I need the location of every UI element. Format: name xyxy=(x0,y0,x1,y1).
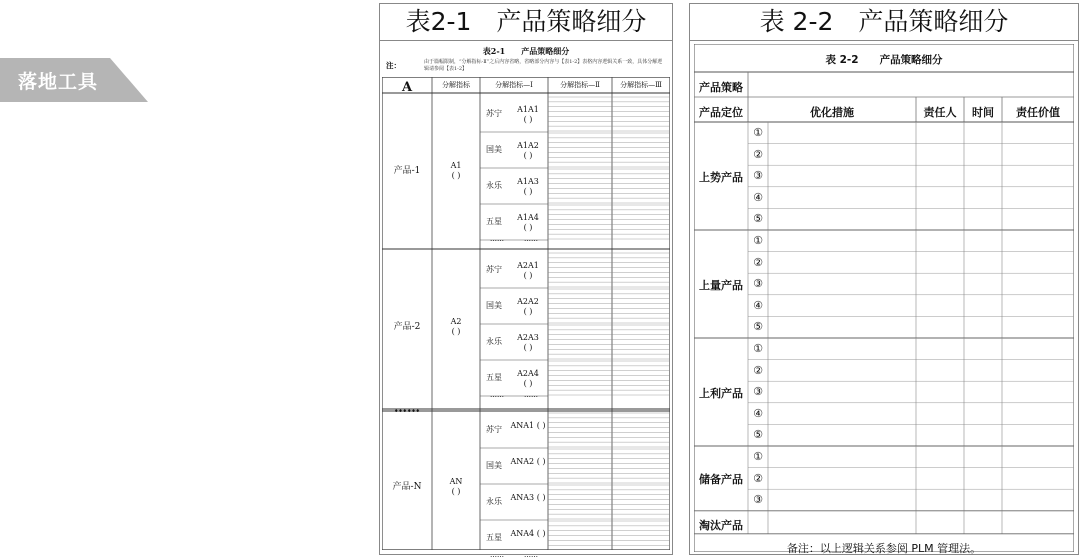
channel-name: 苏宁 xyxy=(486,109,502,118)
item-number: ③ xyxy=(753,385,763,399)
table-2-1-title: 表2-1 产品策略细分 xyxy=(380,4,672,41)
channel-code: ANA4 ( ) xyxy=(510,529,546,538)
channel-name: 五星 xyxy=(486,373,502,382)
channel-name: 永乐 xyxy=(486,337,502,346)
item-number: ⑤ xyxy=(753,320,763,334)
channel-code-paren: ( ) xyxy=(523,343,533,352)
table-2-1-scan xyxy=(382,42,670,559)
channel-code: A1A1 xyxy=(517,105,539,114)
product-index: A1 xyxy=(450,161,462,170)
channel-name: 苏宁 xyxy=(486,265,502,274)
channel-code: A1A2 xyxy=(517,141,539,150)
header-positioning: 产品定位 xyxy=(699,106,743,119)
column-header: 分解指标 xyxy=(442,81,470,89)
channel-name: 永乐 xyxy=(486,181,502,190)
row-phase-out: 淘汰产品 xyxy=(699,518,743,532)
code-ellipsis: …… xyxy=(524,235,538,243)
item-number: ④ xyxy=(753,406,763,420)
product-name: 产品-2 xyxy=(393,322,421,332)
header-value: 责任价值 xyxy=(1016,106,1060,119)
group-label: 上势产品 xyxy=(699,171,743,184)
column-header: 分解指标—Ⅰ xyxy=(495,81,533,89)
channel-code-paren: ( ) xyxy=(523,115,533,124)
item-number: ① xyxy=(753,342,763,355)
channel-code: A1A3 xyxy=(517,177,539,186)
item-number: ① xyxy=(753,450,763,463)
table-2-2-grid xyxy=(694,44,1074,555)
table-2-1-grid xyxy=(382,77,670,559)
channel-code: ANA1 ( ) xyxy=(510,421,546,430)
item-number: ③ xyxy=(753,493,763,507)
channel-code: A2A1 xyxy=(517,261,539,270)
item-number: ② xyxy=(753,255,763,269)
item-number: ⑤ xyxy=(753,212,763,226)
channel-name: 国美 xyxy=(486,301,502,310)
table-2-2-caption: 表 2-2 产品策略细分 xyxy=(825,54,943,66)
product-ellipsis: …… xyxy=(394,401,420,416)
column-header: 分解指标—Ⅲ xyxy=(620,81,662,89)
channel-code-paren: ( ) xyxy=(523,379,533,388)
item-number: ① xyxy=(753,126,763,139)
product-index: A2 xyxy=(450,317,462,326)
header-time: 时间 xyxy=(972,106,994,119)
column-header: 分解指标—Ⅱ xyxy=(560,81,600,89)
channel-code-paren: ( ) xyxy=(523,223,533,232)
product-index-paren: ( ) xyxy=(451,327,461,336)
note-text: 由于篇幅限制，“分解指标-Ⅱ”之后内容省略，省略部分内容与【表1-2】表格内容逻辑关系一致，具体分解逻辑请参阅【表1-2】 xyxy=(424,59,663,72)
channel-code: A2A4 xyxy=(517,369,539,378)
channel-code: A1A4 xyxy=(517,213,539,222)
channel-name: 永乐 xyxy=(486,497,502,506)
header-owner: 责任人 xyxy=(923,106,957,119)
item-number: ④ xyxy=(753,298,763,312)
group-label: 上利产品 xyxy=(699,387,743,400)
channel-code: ANA2 ( ) xyxy=(510,457,546,466)
product-name: 产品-N xyxy=(392,482,422,492)
footnote: 备注：以上逻辑关系参阅 PLM 管理法。 xyxy=(786,541,982,555)
ribbon-label: 落地工具 xyxy=(18,71,99,93)
table-2-1-caption: 表2-1 产品策略细分 xyxy=(482,46,570,56)
item-number: ⑤ xyxy=(753,428,763,442)
item-number: ④ xyxy=(753,190,763,204)
channel-name: 五星 xyxy=(486,533,502,542)
group-label: 上量产品 xyxy=(699,279,743,292)
table-2-2-title: 表 2-2 产品策略细分 xyxy=(690,4,1078,41)
table-2-1-panel xyxy=(379,3,673,559)
item-number: ② xyxy=(753,471,763,485)
code-ellipsis: …… xyxy=(524,551,538,559)
channel-name: 五星 xyxy=(486,217,502,226)
row-product-strategy: 产品策略 xyxy=(699,81,743,94)
product-index-paren: ( ) xyxy=(451,171,461,180)
group-label: 储备产品 xyxy=(699,473,743,487)
channel-code-paren: ( ) xyxy=(523,271,533,280)
channel-code: A2A2 xyxy=(517,297,539,306)
item-number: ① xyxy=(753,234,763,247)
section-ribbon xyxy=(0,58,150,102)
channel-ellipsis: …… xyxy=(490,551,504,559)
header-measures: 优化措施 xyxy=(810,106,854,119)
code-ellipsis: …… xyxy=(524,391,538,399)
note-label: 注： xyxy=(386,61,401,70)
channel-code-paren: ( ) xyxy=(523,307,533,316)
item-number: ② xyxy=(753,147,763,161)
product-index-paren: ( ) xyxy=(451,487,461,496)
channel-code: ANA3 ( ) xyxy=(510,493,546,502)
channel-code-paren: ( ) xyxy=(523,151,533,160)
channel-name: 国美 xyxy=(486,145,502,154)
item-number: ② xyxy=(753,363,763,377)
channel-name: 苏宁 xyxy=(486,425,502,434)
table-2-2-scan xyxy=(694,44,1074,555)
channel-ellipsis: …… xyxy=(490,235,504,243)
channel-code: A2A3 xyxy=(517,333,539,342)
channel-ellipsis: …… xyxy=(490,391,504,399)
column-header: A xyxy=(401,80,413,95)
channel-name: 国美 xyxy=(486,461,502,470)
product-name: 产品-1 xyxy=(393,166,421,176)
table-2-2-panel xyxy=(689,3,1079,555)
item-number: ③ xyxy=(753,277,763,291)
item-number: ③ xyxy=(753,169,763,183)
channel-code-paren: ( ) xyxy=(523,187,533,196)
product-index: AN xyxy=(449,477,463,486)
